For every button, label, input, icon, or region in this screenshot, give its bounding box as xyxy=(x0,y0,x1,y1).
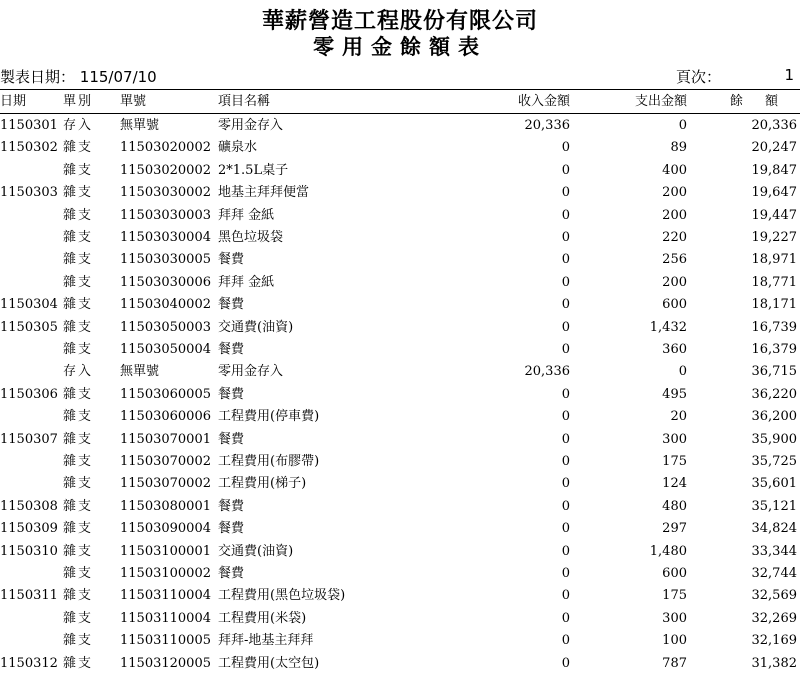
row-expense: 495 xyxy=(662,386,687,402)
row-item: 拜拜 金紙 xyxy=(218,207,275,223)
row-item: 餐費 xyxy=(218,297,245,313)
table-row xyxy=(0,384,800,406)
row-item: 餐費 xyxy=(218,566,245,581)
row-income: 0 xyxy=(561,633,570,649)
header-income: 收入金額 xyxy=(517,94,570,109)
page-number-line xyxy=(676,66,798,87)
row-item: 黑色垃圾袋 xyxy=(218,230,284,245)
row-balance: 19,847 xyxy=(751,162,797,178)
header-number: 單號 xyxy=(120,94,147,109)
row-expense: 200 xyxy=(662,207,687,223)
row-item: 餐費 xyxy=(218,386,245,402)
row-item: 工程費用(停車費) xyxy=(218,409,320,425)
row-income: 0 xyxy=(561,543,570,559)
row-balance: 18,171 xyxy=(751,297,797,313)
row-item: 交通費(油資) xyxy=(218,319,294,335)
row-type: 雜支 xyxy=(63,274,94,290)
row-item: 工程費用(太空包) xyxy=(218,655,320,671)
row-type: 雜支 xyxy=(63,342,94,357)
row-date: 1150309 xyxy=(0,521,58,537)
table-row xyxy=(0,137,800,159)
row-type: 雜支 xyxy=(63,588,94,604)
row-type: 雜支 xyxy=(63,476,94,492)
row-item: 地基主拜拜便當 xyxy=(218,185,310,201)
row-number: 11503020002 xyxy=(120,140,211,156)
table-row xyxy=(0,608,800,630)
table-row xyxy=(0,160,800,182)
row-date: 1150311 xyxy=(0,588,58,604)
row-item: 工程費用(黑色垃圾袋) xyxy=(218,588,346,604)
row-number: 無單號 xyxy=(120,364,160,380)
row-balance: 35,725 xyxy=(751,454,797,469)
row-type: 雜支 xyxy=(63,162,94,178)
row-item: 工程費用(梯子) xyxy=(218,476,307,492)
row-item: 礦泉水 xyxy=(218,140,258,156)
row-balance: 19,227 xyxy=(751,230,797,245)
row-income: 0 xyxy=(561,454,570,469)
row-balance: 34,824 xyxy=(751,521,797,537)
row-balance: 36,220 xyxy=(751,386,797,402)
row-date xyxy=(0,406,58,428)
page-label: 頁次： xyxy=(676,68,722,86)
table-row xyxy=(0,339,800,361)
row-income: 0 xyxy=(561,319,570,335)
row-type: 雜支 xyxy=(63,633,94,649)
row-type: 雜支 xyxy=(63,319,94,335)
row-number: 11503030002 xyxy=(120,185,211,201)
row-income: 0 xyxy=(561,588,570,604)
row-expense: 89 xyxy=(670,140,687,156)
row-date xyxy=(0,451,58,473)
row-balance: 33,344 xyxy=(751,543,797,559)
row-type: 雜支 xyxy=(63,386,94,402)
row-date xyxy=(0,160,58,182)
row-date xyxy=(0,361,58,383)
row-type: 存入 xyxy=(63,364,94,380)
row-balance: 32,569 xyxy=(751,588,797,604)
row-income: 0 xyxy=(561,566,570,581)
table-row xyxy=(0,585,800,607)
row-type: 雜支 xyxy=(63,498,94,514)
row-item: 餐費 xyxy=(218,521,245,537)
row-expense: 400 xyxy=(662,162,687,178)
row-income: 0 xyxy=(561,207,570,223)
print-date-line xyxy=(0,66,157,87)
row-income: 0 xyxy=(561,162,570,178)
row-number: 11503070001 xyxy=(120,431,211,447)
table-row xyxy=(0,541,800,563)
row-date xyxy=(0,563,58,585)
row-number: 11503020002 xyxy=(120,162,211,178)
row-income: 0 xyxy=(561,476,570,492)
row-expense: 175 xyxy=(662,588,687,604)
row-date: 1150307 xyxy=(0,431,58,447)
row-type: 雜支 xyxy=(63,297,94,313)
row-income: 0 xyxy=(561,431,570,447)
row-item: 拜拜-地基主拜拜 xyxy=(218,633,314,649)
row-item: 拜拜 金紙 xyxy=(218,274,275,290)
table-top-divider xyxy=(0,89,800,90)
row-date xyxy=(0,473,58,495)
header-balance: 餘額 xyxy=(729,94,800,109)
row-balance: 20,336 xyxy=(751,118,797,133)
table-row xyxy=(0,361,800,383)
row-balance: 35,601 xyxy=(751,476,797,492)
row-expense: 20 xyxy=(670,409,687,425)
table-header xyxy=(0,91,800,113)
row-item: 餐費 xyxy=(218,498,245,514)
row-number: 11503110004 xyxy=(120,610,211,626)
row-expense: 787 xyxy=(662,655,687,671)
row-number: 11503060005 xyxy=(120,386,211,402)
row-date xyxy=(0,205,58,227)
row-income: 0 xyxy=(561,140,570,156)
row-number: 11503070002 xyxy=(120,476,211,492)
row-expense: 600 xyxy=(662,297,687,313)
table-row xyxy=(0,518,800,540)
row-type: 存入 xyxy=(63,118,94,133)
row-income: 0 xyxy=(561,342,570,357)
row-number: 11503050004 xyxy=(120,342,211,357)
report-title: 零用金餘額表 xyxy=(313,34,487,59)
row-number: 11503110005 xyxy=(120,633,211,649)
row-number: 11503030006 xyxy=(120,274,211,290)
row-expense: 1,432 xyxy=(649,319,687,335)
company-name: 華薪營造工程股份有限公司 xyxy=(261,8,538,34)
row-type: 雜支 xyxy=(63,543,94,559)
table-row xyxy=(0,272,800,294)
table-row xyxy=(0,496,800,518)
row-date: 1150304 xyxy=(0,297,58,313)
table-row xyxy=(0,205,800,227)
row-type: 雜支 xyxy=(63,409,94,425)
row-type: 雜支 xyxy=(63,252,94,268)
row-number: 11503100002 xyxy=(120,566,211,581)
row-expense: 200 xyxy=(662,185,687,201)
row-date: 1150305 xyxy=(0,319,58,335)
row-income: 0 xyxy=(561,498,570,514)
row-expense: 360 xyxy=(662,342,687,357)
row-number: 11503080001 xyxy=(120,498,211,514)
header-date: 日期 xyxy=(0,94,27,109)
row-expense: 300 xyxy=(662,431,687,447)
table-row xyxy=(0,451,800,473)
row-item: 零用金存入 xyxy=(218,364,284,380)
row-date: 1150310 xyxy=(0,543,58,559)
row-date xyxy=(0,630,58,652)
row-expense: 600 xyxy=(662,566,687,581)
header-expense: 支出金額 xyxy=(634,94,687,109)
row-income: 0 xyxy=(561,409,570,425)
row-number: 11503060006 xyxy=(120,409,211,425)
row-type: 雜支 xyxy=(63,431,94,447)
row-number: 11503100001 xyxy=(120,543,211,559)
row-expense: 0 xyxy=(678,364,687,380)
table-row xyxy=(0,294,800,316)
print-date-value: 115/07/10 xyxy=(79,68,157,86)
row-number: 11503050003 xyxy=(120,319,211,335)
table-row xyxy=(0,115,800,137)
row-number: 無單號 xyxy=(120,118,160,133)
row-item: 餐費 xyxy=(218,342,245,357)
row-date: 1150302 xyxy=(0,140,58,156)
row-expense: 300 xyxy=(662,610,687,626)
row-type: 雜支 xyxy=(63,230,94,245)
row-income: 0 xyxy=(561,274,570,290)
row-expense: 480 xyxy=(662,498,687,514)
table-row xyxy=(0,653,800,675)
row-expense: 0 xyxy=(678,118,687,133)
row-expense: 220 xyxy=(662,230,687,245)
table-row xyxy=(0,227,800,249)
row-item: 工程費用(米袋) xyxy=(218,610,307,626)
row-type: 雜支 xyxy=(63,610,94,626)
row-number: 11503120005 xyxy=(120,655,211,671)
row-type: 雜支 xyxy=(63,207,94,223)
row-number: 11503090004 xyxy=(120,521,211,537)
row-number: 11503070002 xyxy=(120,454,211,469)
row-item: 餐費 xyxy=(218,431,245,447)
row-expense: 1,480 xyxy=(649,543,687,559)
row-date: 1150303 xyxy=(0,185,58,201)
row-expense: 297 xyxy=(662,521,687,537)
row-expense: 100 xyxy=(662,633,687,649)
row-type: 雜支 xyxy=(63,521,94,537)
row-income: 20,336 xyxy=(524,118,570,133)
page-number: 1 xyxy=(784,66,794,84)
row-balance: 36,200 xyxy=(751,409,797,425)
row-balance: 16,739 xyxy=(751,319,797,335)
row-type: 雜支 xyxy=(63,655,94,671)
table-row xyxy=(0,249,800,271)
row-expense: 256 xyxy=(662,252,687,268)
row-balance: 19,447 xyxy=(751,207,797,223)
row-income: 0 xyxy=(561,521,570,537)
row-balance: 36,715 xyxy=(751,364,797,380)
row-type: 雜支 xyxy=(63,140,94,156)
row-item: 工程費用(布膠帶) xyxy=(218,454,320,469)
row-type: 雜支 xyxy=(63,566,94,581)
row-balance: 16,379 xyxy=(751,342,797,357)
row-expense: 175 xyxy=(662,454,687,469)
row-balance: 32,169 xyxy=(751,633,797,649)
table-header-divider xyxy=(0,113,800,114)
row-expense: 124 xyxy=(662,476,687,492)
row-income: 0 xyxy=(561,252,570,268)
row-income: 20,336 xyxy=(524,364,570,380)
row-balance: 18,771 xyxy=(751,274,797,290)
table-row xyxy=(0,630,800,652)
row-income: 0 xyxy=(561,655,570,671)
row-date xyxy=(0,339,58,361)
row-date xyxy=(0,249,58,271)
row-balance: 32,744 xyxy=(751,566,797,581)
row-balance: 32,269 xyxy=(751,610,797,626)
table-row xyxy=(0,473,800,495)
row-date xyxy=(0,608,58,630)
row-type: 雜支 xyxy=(63,185,94,201)
row-date: 1150312 xyxy=(0,655,58,671)
row-income: 0 xyxy=(561,297,570,313)
header-item: 項目名稱 xyxy=(218,94,271,109)
row-balance: 35,121 xyxy=(751,498,797,514)
header-type: 單別 xyxy=(63,94,94,109)
table-row xyxy=(0,317,800,339)
row-item: 交通費(油資) xyxy=(218,543,294,559)
row-date xyxy=(0,227,58,249)
row-income: 0 xyxy=(561,386,570,402)
row-date: 1150301 xyxy=(0,118,58,133)
table-row xyxy=(0,429,800,451)
row-item: 2*1.5L桌子 xyxy=(218,162,289,178)
row-income: 0 xyxy=(561,185,570,201)
row-number: 11503030004 xyxy=(120,230,211,245)
row-date xyxy=(0,272,58,294)
row-balance: 18,971 xyxy=(751,252,797,268)
table-row xyxy=(0,563,800,585)
row-income: 0 xyxy=(561,230,570,245)
row-date: 1150306 xyxy=(0,386,58,402)
row-number: 11503110004 xyxy=(120,588,211,604)
row-income: 0 xyxy=(561,610,570,626)
row-number: 11503030003 xyxy=(120,207,211,223)
row-balance: 35,900 xyxy=(751,431,797,447)
row-balance: 20,247 xyxy=(751,140,797,156)
row-balance: 31,382 xyxy=(751,655,797,671)
table-row xyxy=(0,182,800,204)
row-number: 11503030005 xyxy=(120,252,211,268)
print-date-label: 製表日期： xyxy=(0,68,76,86)
row-number: 11503040002 xyxy=(120,297,211,313)
row-date: 1150308 xyxy=(0,498,58,514)
row-item: 餐費 xyxy=(218,252,245,268)
row-item: 零用金存入 xyxy=(218,118,284,133)
table-row xyxy=(0,406,800,428)
row-balance: 19,647 xyxy=(751,185,797,201)
row-type: 雜支 xyxy=(63,454,94,469)
row-expense: 200 xyxy=(662,274,687,290)
